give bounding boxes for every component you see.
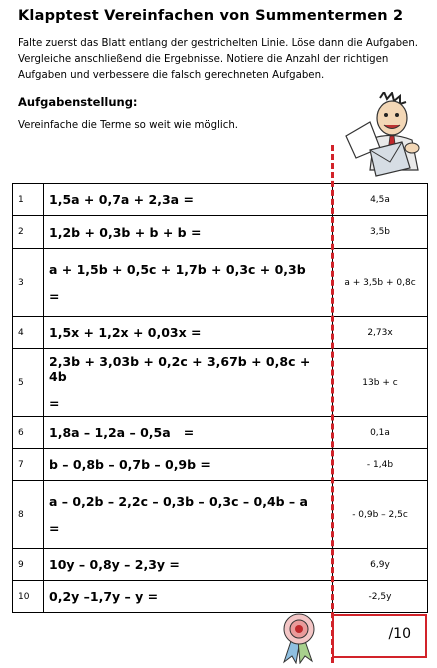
instruction-line: Falte zuerst das Blatt entlang der gestrichelten Linie. Löse dann die Aufgaben. [18, 38, 419, 49]
table-row [13, 581, 428, 613]
exercise-number: 3 [13, 249, 44, 317]
teacher-with-letter-icon [340, 92, 432, 180]
exercise-solution: 0,1a [333, 417, 428, 449]
term-equals: = [49, 396, 60, 411]
exercise-solution: - 1,4b [333, 449, 428, 481]
exercise-number: 9 [13, 549, 44, 581]
exercise-solution: 4,5a [333, 184, 428, 216]
instruction-line: Aufgaben und verbessere die falsch gerechneten Aufgaben. [18, 70, 325, 81]
table-row [13, 417, 428, 449]
term-line: b – 0,8b – 0,7b – 0,9b = [49, 457, 211, 472]
exercise-solution: 3,5b [333, 216, 428, 249]
exercise-term [44, 581, 333, 613]
exercise-number: 8 [13, 481, 44, 549]
exercise-number: 2 [13, 216, 44, 249]
term-line: 1,5a + 0,7a + 2,3a = [49, 192, 194, 207]
worksheet-title: Klapptest Vereinfachen von Summentermen 2 [18, 8, 404, 24]
task-text: Vereinfache die Terme so weit wie möglich. [18, 120, 239, 131]
rosette-ribbon-icon [278, 612, 320, 664]
exercise-solution: -2,5y [333, 581, 428, 613]
exercise-number: 5 [13, 349, 44, 417]
exercise-term [44, 216, 333, 249]
exercise-number: 1 [13, 184, 44, 216]
table-row [13, 317, 428, 349]
term-equals: = [49, 520, 60, 536]
term-equals: = [49, 288, 60, 304]
exercise-term [44, 317, 333, 349]
exercise-number: 7 [13, 449, 44, 481]
table-row [13, 449, 428, 481]
exercise-term [44, 249, 333, 317]
term-line: 1,2b + 0,3b + b + b = [49, 224, 202, 240]
term-line: 2,3b + 3,03b + 0,2c + 3,67b + 0,8c + 4b [49, 354, 311, 384]
table-row [13, 216, 428, 249]
score-box[interactable] [332, 614, 427, 658]
table-row [13, 184, 428, 216]
exercise-solution: a + 3,5b + 0,8c [333, 249, 428, 317]
exercise-number: 10 [13, 581, 44, 613]
exercise-solution: 13b + c [333, 349, 428, 417]
exercise-solution: 6,9y [333, 549, 428, 581]
exercise-term [44, 449, 333, 481]
term-line: a – 0,2b – 2,2c – 0,3b – 0,3c – 0,4b – a [49, 493, 308, 509]
table-row [13, 481, 428, 549]
term-line: a + 1,5b + 0,5c + 1,7b + 0,3c + 0,3b [49, 261, 306, 277]
exercise-term [44, 417, 333, 449]
term-line: 1,8a – 1,2a – 0,5a = [49, 425, 195, 440]
term-line: 1,5x + 1,2x + 0,03x = [49, 325, 202, 340]
table-row [13, 549, 428, 581]
exercise-number: 6 [13, 417, 44, 449]
table-row [13, 249, 428, 317]
instructions [18, 36, 428, 84]
fold-line [331, 145, 334, 663]
term-line: 0,2y –1,7y – y = [49, 589, 159, 604]
term-line: 10y – 0,8y – 2,3y = [49, 557, 180, 572]
exercise-term [44, 549, 333, 581]
exercise-term [44, 349, 333, 417]
exercise-table [12, 183, 428, 613]
table-row [13, 349, 428, 417]
task-heading: Aufgabenstellung: [18, 95, 138, 109]
instruction-line: Vergleiche anschließend die Ergebnisse. Notiere die Anzahl der richtigen [18, 54, 389, 65]
score-label: /10 [388, 626, 411, 642]
exercise-term [44, 184, 333, 216]
exercise-solution: - 0,9b – 2,5c [333, 481, 428, 549]
exercise-solution: 2,73x [333, 317, 428, 349]
exercise-term [44, 481, 333, 549]
exercise-number: 4 [13, 317, 44, 349]
